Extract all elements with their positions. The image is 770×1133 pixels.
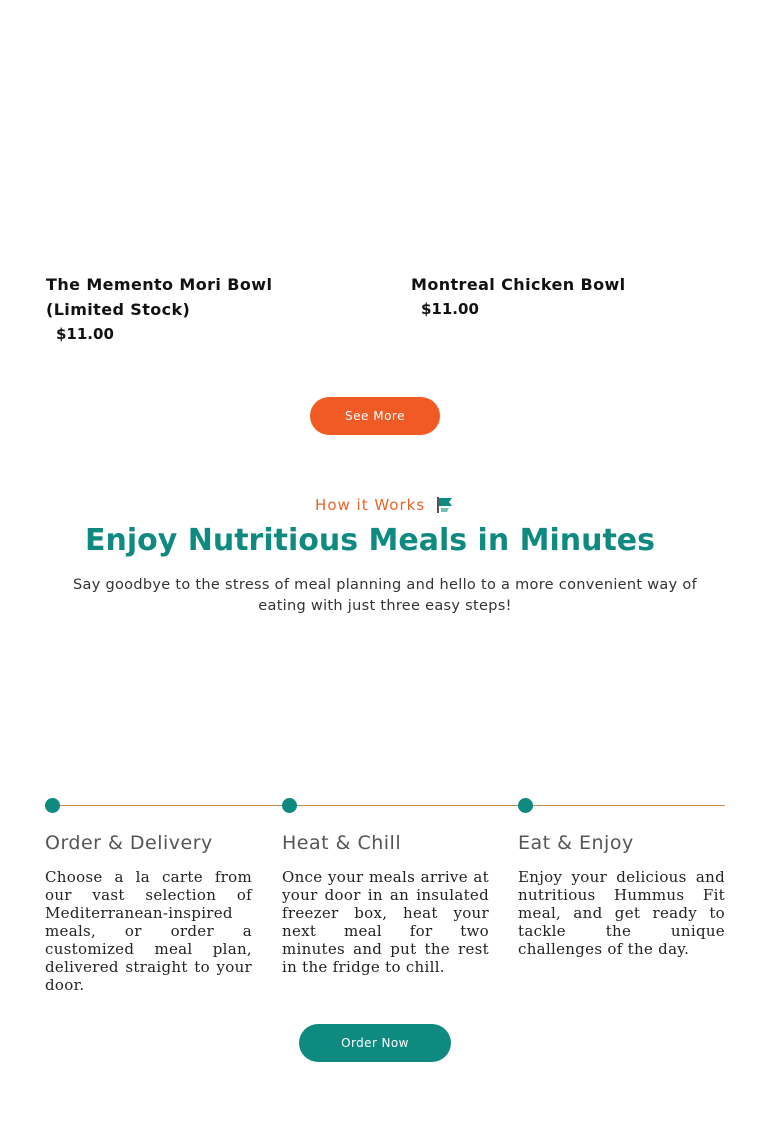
flag-icon [435, 496, 455, 518]
section-headline: Enjoy Nutritious Meals in Minutes [84, 523, 656, 558]
timeline-dot [45, 798, 60, 813]
product-card-montreal-chicken[interactable] [411, 272, 671, 322]
product-name[interactable]: Montreal Chicken Bowl [411, 275, 626, 294]
product-name[interactable]: The Memento Mori Bowl (Limited Stock) [46, 275, 273, 319]
step-text: Enjoy your delicious and nutritious Hummus Fit meal, and get ready to tackle the unique challenges of the day. [518, 868, 725, 958]
step-order-delivery [45, 830, 252, 994]
product-price: $11.00 [56, 325, 114, 343]
see-more-button[interactable]: See More [310, 397, 440, 435]
step-eat-enjoy [518, 830, 725, 958]
timeline-dot [518, 798, 533, 813]
product-card-memento-mori[interactable] [46, 272, 286, 347]
step-heat-chill [282, 830, 489, 976]
step-text: Once your meals arrive at your door in an insulated freezer box, heat your next meal for two minutes and put the rest in the fridge to chill. [282, 868, 489, 976]
section-subtext: Say goodbye to the stress of meal planning and hello to a more convenient way of eating with just three easy steps! [73, 577, 697, 614]
order-now-button[interactable]: Order Now [299, 1024, 451, 1062]
timeline-dot [282, 798, 297, 813]
how-it-works-text: How it Works [315, 496, 426, 514]
step-title: Heat & Chill [282, 832, 402, 854]
timeline-line [52, 805, 725, 806]
step-title: Eat & Enjoy [518, 832, 634, 854]
how-it-works-label [0, 496, 770, 518]
step-text: Choose a la carte from our vast selection of Mediterranean-inspired meals, or order a customized meal plan, delivered straight to your door. [45, 868, 252, 994]
product-price: $11.00 [421, 300, 479, 318]
step-title: Order & Delivery [45, 832, 213, 854]
